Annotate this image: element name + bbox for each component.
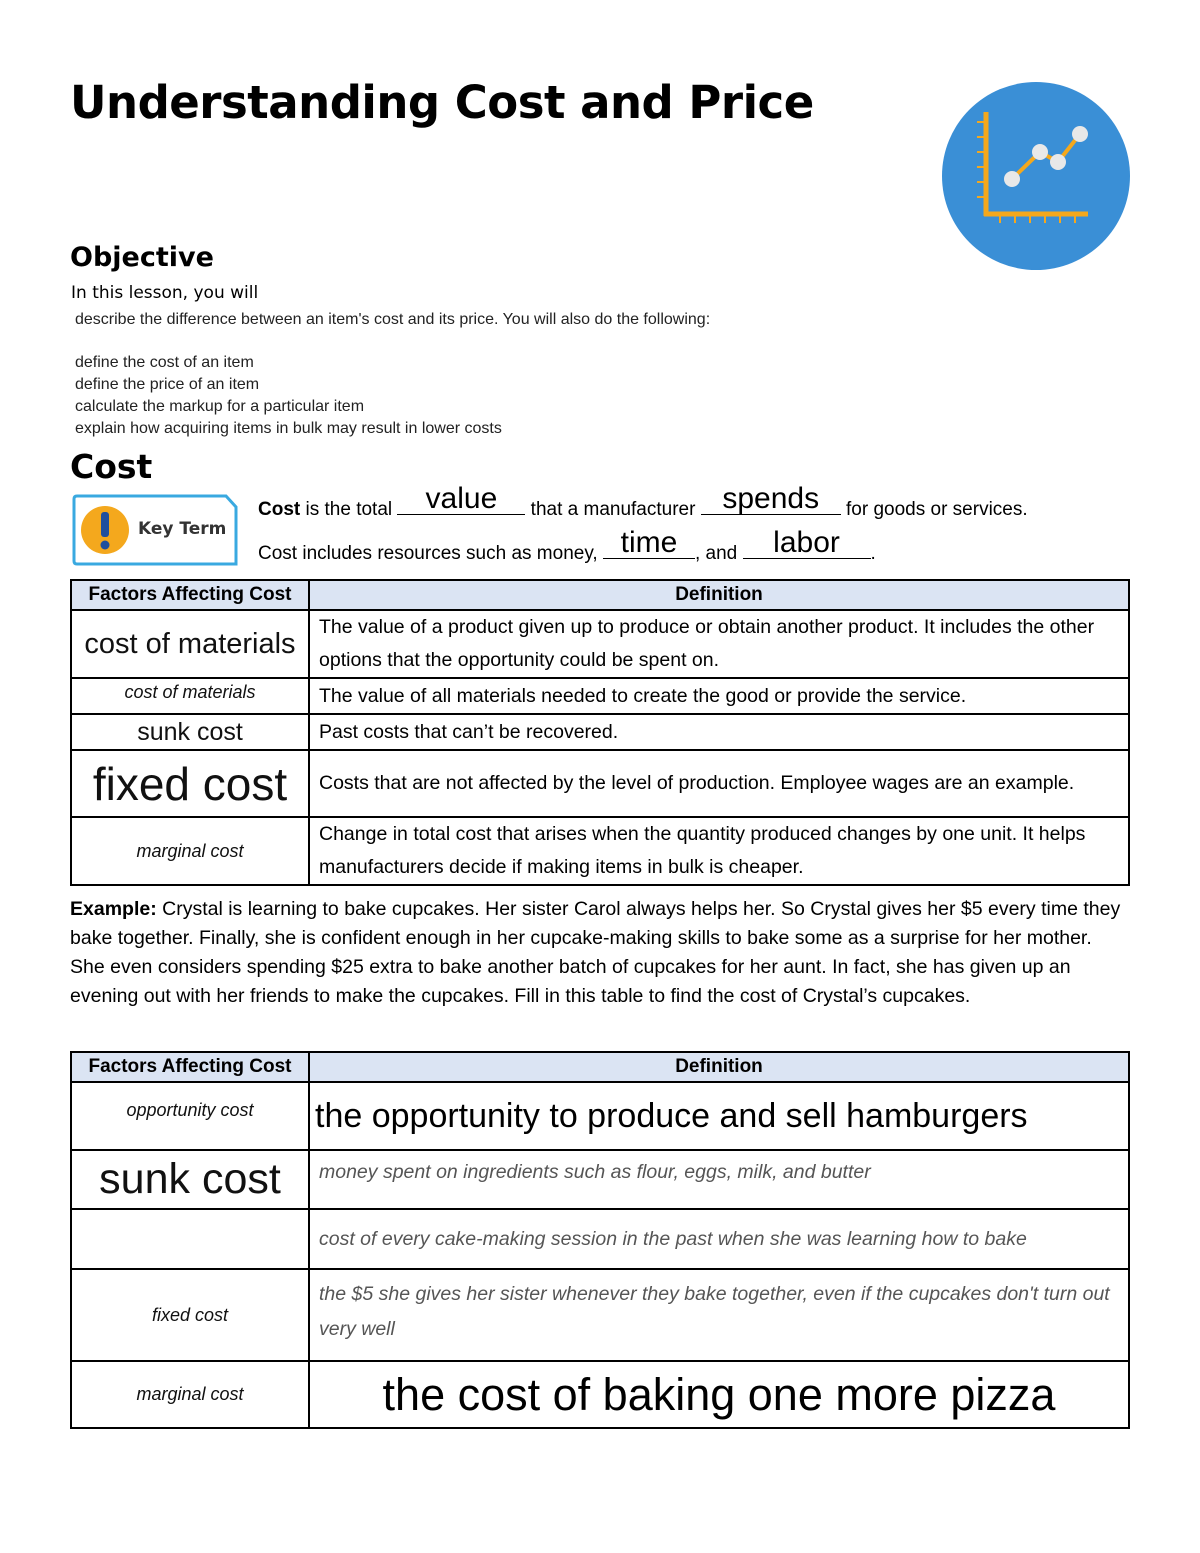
fill-blank: [743, 526, 871, 559]
cost-term: Cost: [258, 499, 301, 520]
table-row: [71, 1150, 1129, 1209]
sentence-text: that a manufacturer: [525, 499, 701, 520]
definition-cell: cost of every cake-making session in the past when she was learning how to bake: [309, 1209, 1129, 1269]
table-row: [71, 1082, 1129, 1150]
definition-cell: Change in total cost that arises when the quantity produced changes by one unit. It helps manufacturers decide if making items in bulk is cheaper.: [309, 817, 1129, 885]
objective-heading: Objective: [70, 242, 214, 273]
sentence-text: is the total: [300, 499, 398, 520]
definition-cell: the $5 she gives her sister whenever they bake together, even if the cupcakes don't turn out very well: [309, 1269, 1129, 1361]
definition-cell[interactable]: the opportunity to produce and sell hamburgers: [309, 1082, 1129, 1150]
factors-table: [70, 579, 1130, 886]
example-paragraph: [70, 895, 1130, 1011]
objective-intro: In this lesson, you will: [71, 283, 259, 303]
table-header-row: [71, 580, 1129, 610]
blank-answer: spends: [722, 482, 820, 515]
sentence-text: Cost includes resources such as money,: [258, 543, 603, 564]
definition-cell: money spent on ingredients such as flour, eggs, milk, and butter: [309, 1150, 1129, 1209]
objective-item: define the cost of an item: [75, 354, 254, 371]
fill-blank: [603, 526, 695, 559]
table-row: [71, 817, 1129, 885]
factor-cell[interactable]: marginal cost: [71, 817, 309, 885]
example-label: Example:: [70, 898, 157, 920]
blank-answer: value: [425, 482, 498, 515]
fill-blank: [701, 482, 841, 515]
table-row: [71, 750, 1129, 817]
sentence-text: for goods or services.: [840, 499, 1028, 520]
cost-resources-sentence: [258, 526, 876, 565]
table-row: [71, 1361, 1129, 1428]
factor-cell[interactable]: opportunity cost: [71, 1082, 309, 1150]
factor-cell[interactable]: cost of materials: [71, 678, 309, 714]
objective-description: describe the difference between an item's cost and its price. You will also do the following:: [75, 311, 711, 328]
factor-cell[interactable]: cost of materials: [71, 610, 309, 678]
blank-answer: labor: [773, 526, 840, 559]
exclamation-icon: [80, 505, 130, 555]
definition-cell: The value of all materials needed to create the good or provide the service.: [309, 678, 1129, 714]
page-title: Understanding Cost and Price: [70, 76, 814, 129]
table-row: [71, 678, 1129, 714]
sentence-text: , and: [694, 543, 743, 564]
objective-item: calculate the markup for a particular item: [75, 398, 365, 415]
definition-cell: Past costs that can’t be recovered.: [309, 714, 1129, 750]
table-header-row: [71, 1052, 1129, 1082]
cost-heading: Cost: [70, 447, 153, 486]
crystal-cost-table: [70, 1051, 1130, 1429]
factor-cell[interactable]: sunk cost: [71, 714, 309, 750]
column-header: Factors Affecting Cost: [71, 580, 309, 610]
key-term-label: Key Term: [138, 519, 227, 539]
cost-definition-sentence: [258, 482, 1028, 521]
column-header: Factors Affecting Cost: [71, 1052, 309, 1082]
table-row: [71, 1269, 1129, 1361]
definition-cell[interactable]: the cost of baking one more pizza: [309, 1361, 1129, 1428]
sentence-text: .: [870, 543, 876, 564]
factor-cell[interactable]: fixed cost: [71, 750, 309, 817]
column-header: Definition: [309, 1052, 1129, 1082]
column-header: Definition: [309, 580, 1129, 610]
factor-cell[interactable]: marginal cost: [71, 1361, 309, 1428]
definition-cell: The value of a product given up to produce or obtain another product. It includes the other options that the opportunity could be spent on.: [309, 610, 1129, 678]
table-row: [71, 1209, 1129, 1269]
key-term-badge: [70, 493, 238, 567]
example-text: Crystal is learning to bake cupcakes. Her sister Carol always helps her. So Crystal gives her $5 every time they bake together. Finally, she is confident enough in her cupcake-making skills to bake some as a surprise for her mother. She even considers spending $25 extra to bake another batch of cupcakes for her aunt. In fact, she has given up an evening out with her friends to make the cupcakes. Fill in this table to find the cost of Crystal’s cupcakes.: [70, 898, 1121, 1007]
line-chart-icon: [942, 82, 1130, 270]
blank-answer: time: [620, 526, 678, 559]
factor-cell[interactable]: sunk cost: [71, 1150, 309, 1209]
factor-cell[interactable]: fixed cost: [71, 1269, 309, 1361]
objective-item: define the price of an item: [75, 376, 260, 393]
factor-cell[interactable]: [71, 1209, 309, 1269]
table-row: [71, 714, 1129, 750]
objective-list: [75, 352, 502, 440]
definition-cell: Costs that are not affected by the level of production. Employee wages are an example.: [309, 750, 1129, 817]
fill-blank: [397, 482, 525, 515]
objective-item: explain how acquiring items in bulk may result in lower costs: [75, 420, 502, 437]
table-row: [71, 610, 1129, 678]
